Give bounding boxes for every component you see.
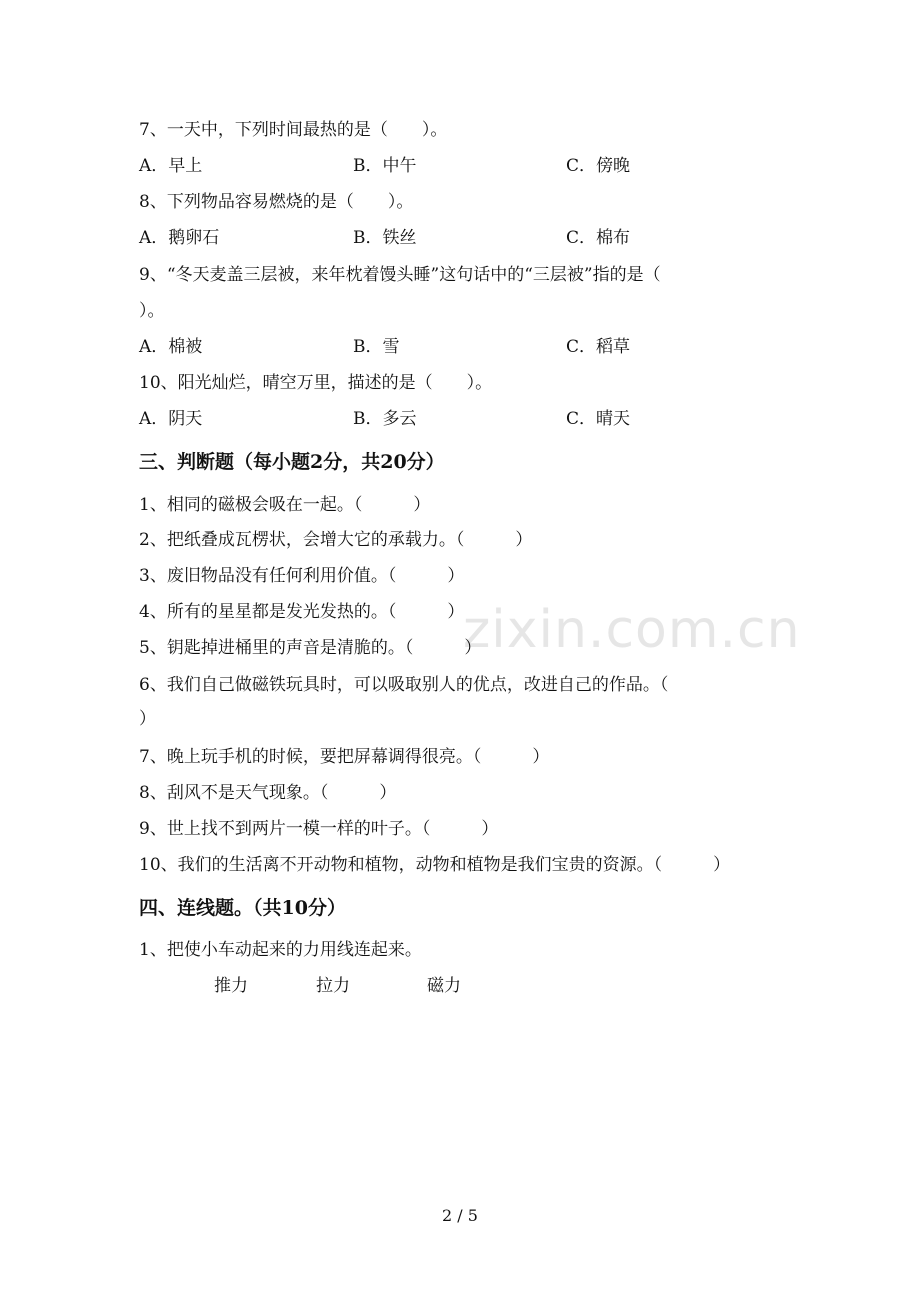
option-b: B．雪 [353, 337, 400, 357]
question-8: 8、下列物品容易燃烧的是（ ）。 [139, 192, 414, 212]
option-b: B．中午 [353, 156, 417, 176]
judge-item: 9、世上找不到两片一模一样的叶子。（ ） [139, 819, 499, 839]
judge-item: 7、晚上玩手机的时候，要把屏幕调得很亮。（ ） [139, 747, 550, 767]
question-7: 7、一天中，下列时间最热的是（ ）。 [139, 120, 448, 140]
force-magnetic: 磁力 [427, 976, 461, 996]
option-c: C．稻草 [566, 337, 631, 357]
judge-item: 2、把纸叠成瓦楞状，会增大它的承载力。（ ） [139, 530, 533, 550]
question-10: 10、阳光灿烂，晴空万里，描述的是（ ）。 [139, 373, 493, 393]
force-push: 推力 [214, 976, 248, 996]
option-a: A．棉被 [139, 337, 203, 357]
judge-item: 10、我们的生活离不开动物和植物，动物和植物是我们宝贵的资源。（ ） [139, 855, 731, 875]
option-b: B．铁丝 [353, 228, 417, 248]
judge-item: 8、刮风不是天气现象。（ ） [139, 783, 397, 803]
option-c: C．晴天 [566, 409, 631, 429]
watermark: zixin.com.cn [463, 600, 801, 660]
judge-item: 3、废旧物品没有任何利用价值。（ ） [139, 566, 465, 586]
option-b: B．多云 [353, 409, 417, 429]
judge-item: 5、钥匙掉进桶里的声音是清脆的。（ ） [139, 638, 482, 658]
matching-question: 1、把使小车动起来的力用线连起来。 [139, 940, 422, 960]
option-c: C．棉布 [566, 228, 631, 248]
judge-item: 4、所有的星星都是发光发热的。（ ） [139, 602, 465, 622]
question-9: 9、“冬天麦盖三层被，来年枕着馒头睡”这句话中的“三层被”指的是（ [139, 265, 661, 285]
judge-item: 1、相同的磁极会吸在一起。（ ） [139, 495, 431, 515]
option-a: A．阴天 [139, 409, 203, 429]
judge-item: 6、我们自己做磁铁玩具时，可以吸取别人的优点，改进自己的作品。（ [139, 675, 669, 695]
judge-item-continued: ） [139, 709, 156, 729]
page-number: 2 / 5 [442, 1206, 478, 1225]
section-4-heading: 四、连线题。（共10分） [139, 897, 346, 919]
section-3-heading: 三、判断题（每小题2分，共20分） [139, 451, 445, 473]
question-9-continued: ）。 [139, 301, 165, 321]
option-a: A．早上 [139, 156, 203, 176]
force-pull: 拉力 [316, 976, 350, 996]
option-a: A．鹅卵石 [139, 228, 220, 248]
option-c: C．傍晚 [566, 156, 631, 176]
